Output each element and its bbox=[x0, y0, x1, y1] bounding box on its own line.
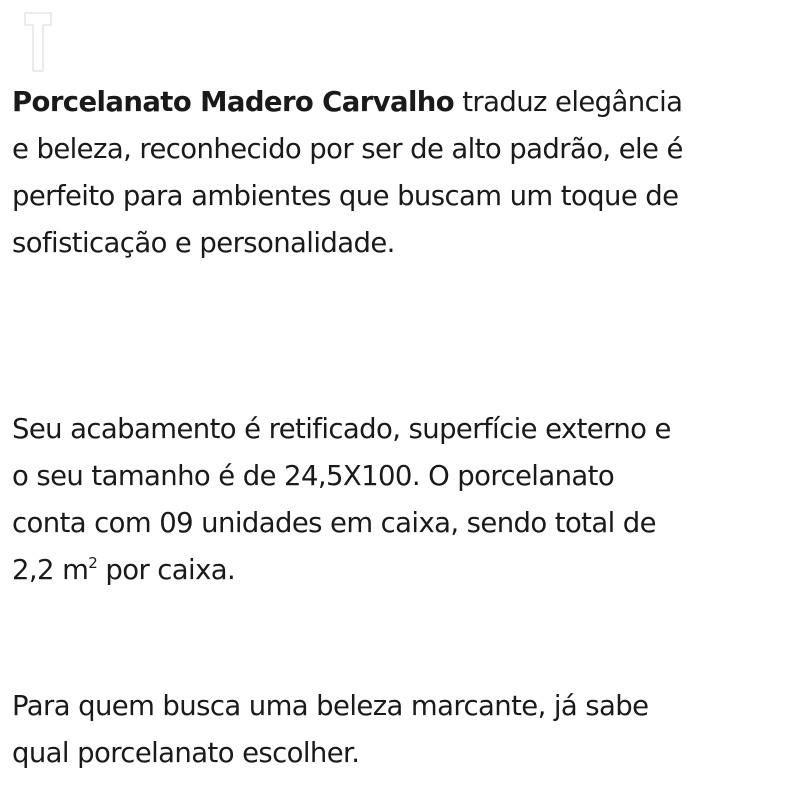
text-line: o seu tamanho é de 24,5X100. O porcelanato bbox=[12, 460, 615, 492]
product-name: Porcelanato Madero Carvalho bbox=[12, 86, 455, 118]
description-paragraph-3 bbox=[12, 683, 782, 777]
logo-t-watermark bbox=[24, 12, 52, 72]
description-paragraph-1 bbox=[12, 79, 782, 267]
description-paragraph-2 bbox=[12, 406, 782, 594]
text-line: qual porcelanato escolher. bbox=[12, 737, 360, 769]
text-line: Para quem busca uma beleza marcante, já sabe bbox=[12, 690, 649, 722]
superscript-2: 2 bbox=[88, 554, 98, 572]
text-line: 2,2 $m^2$ por caixa. bbox=[12, 554, 236, 586]
text-line: perfeito para ambientes que buscam um toque de bbox=[12, 180, 679, 212]
text-line: Porcelanato Madero Carvalho traduz elegância bbox=[12, 86, 683, 118]
text-line: e beleza, reconhecido por ser de alto padrão, ele é bbox=[12, 133, 683, 165]
text-line: conta com 09 unidades em caixa, sendo total de bbox=[12, 507, 656, 539]
text-line: Seu acabamento é retificado, superfície externo e bbox=[12, 413, 671, 445]
text-line: sofisticação e personalidade. bbox=[12, 227, 395, 259]
logo-t-shape bbox=[25, 13, 51, 71]
